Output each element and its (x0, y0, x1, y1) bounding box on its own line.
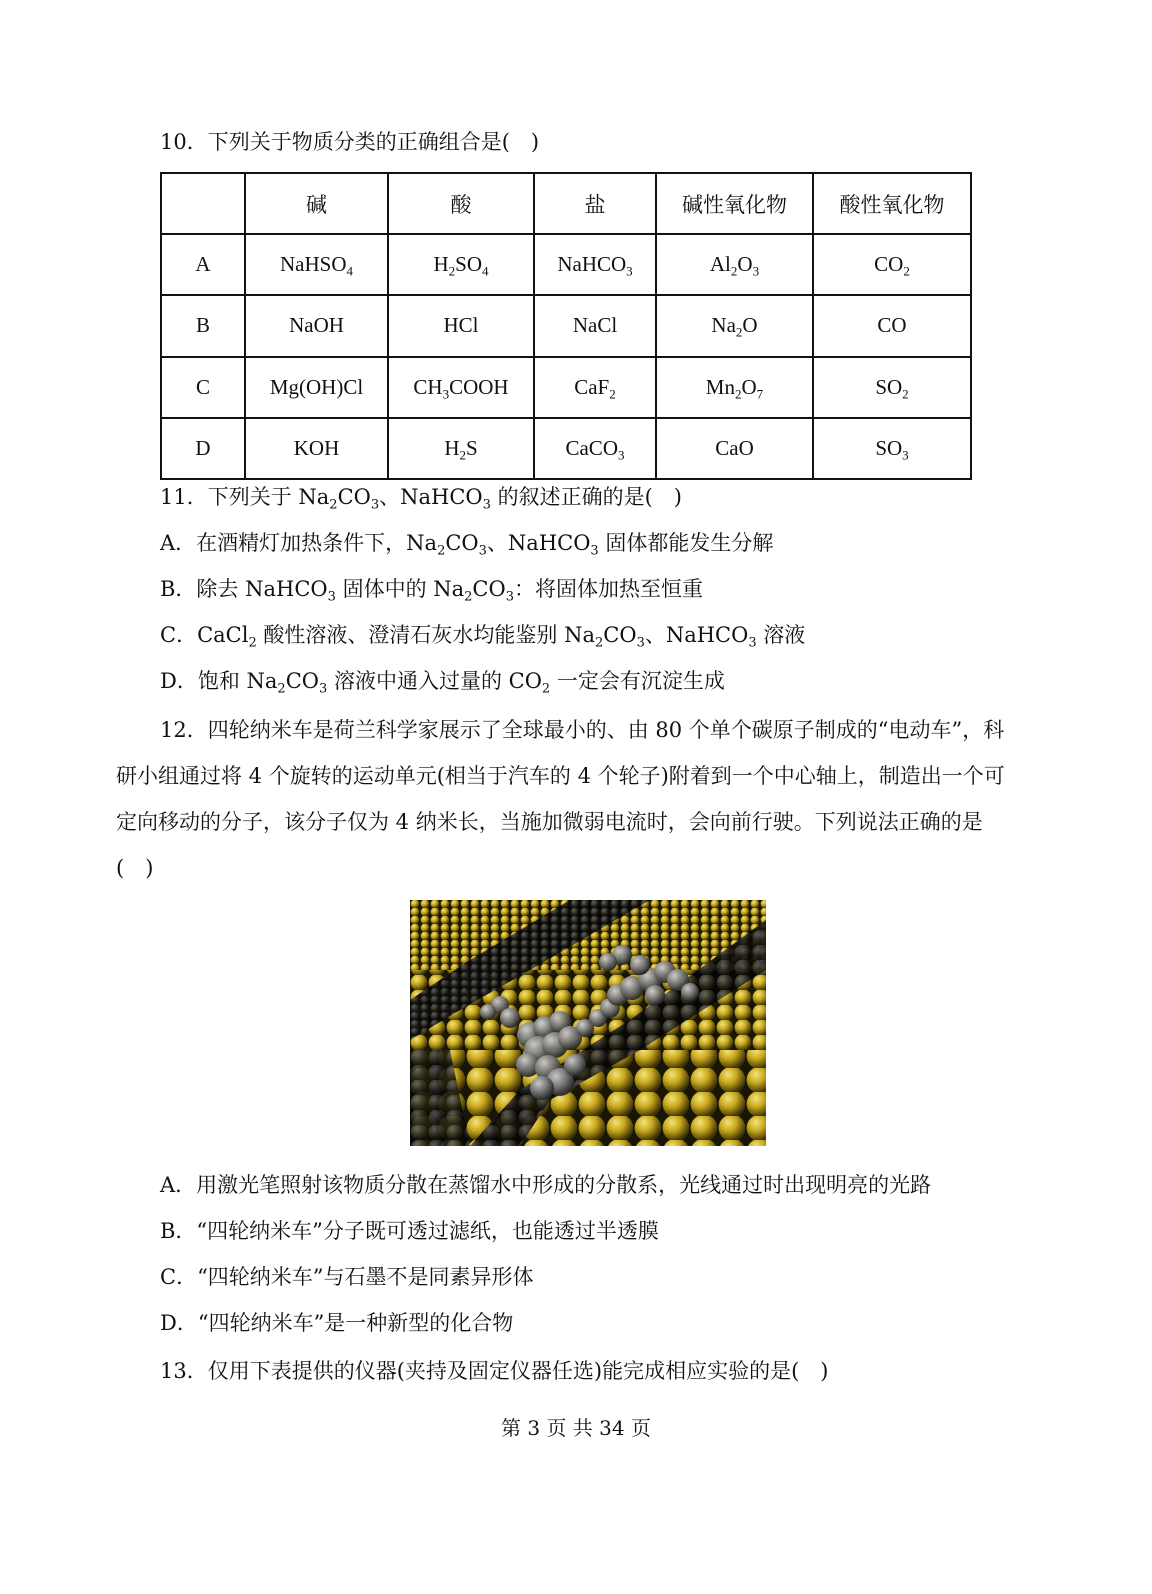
page-footer: 第 3 页 共 34 页 (501, 1416, 651, 1440)
q13-stem: 13．仅用下表提供的仪器(夹持及固定仪器任选)能完成相应实验的是( ) (160, 1359, 829, 1383)
header-cell (161, 173, 245, 234)
table-cell: Mg(OH)Cl (245, 357, 388, 418)
table-cell: CO (813, 295, 971, 356)
q12-option-d: D．“四轮纳米车”是一种新型的化合物 (160, 1311, 514, 1335)
table-cell: $H_2S$ (388, 418, 534, 479)
q12-option-b: B．“四轮纳米车”分子既可透过滤纸，也能透过半透膜 (160, 1219, 659, 1243)
q11-option-c: C．CaCl$_2$ 酸性溶液、澄清石灰水均能鉴别 $Na_2CO_3$、NaHCO$_3$ 溶液 (160, 623, 806, 651)
table-row (161, 418, 971, 479)
q12-option-c: C．“四轮纳米车”与石墨不是同素异形体 (160, 1265, 534, 1289)
classification-table (160, 172, 972, 480)
table-header-row (161, 173, 971, 234)
table-row (161, 357, 971, 418)
row-label: A (161, 234, 245, 295)
table-cell: KOH (245, 418, 388, 479)
table-cell: $H_2SO_4$ (388, 234, 534, 295)
table-row (161, 295, 971, 356)
q11-option-a: A．在酒精灯加热条件下，$Na_2CO_3$、NaHCO$_3$ 固体都能发生分解 (160, 531, 774, 559)
table-cell: NaHSO$_4$ (245, 234, 388, 295)
q12-stem-text: 12．四轮纳米车是荷兰科学家展示了全球最小的、由 80 个单个碳原子制成的“电动车”，科研小组通过将 4 个旋转的运动单元(相当于汽车的 4 个轮子)附着到一个中心轴上，制造出一个可定向移动的分子，该分子仅为 4 纳米长，当施加微弱电流时，会向前行驶。下列说法正确的是( ) (116, 718, 1005, 880)
header-cell: 酸 (388, 173, 534, 234)
table-cell: NaOH (245, 295, 388, 356)
table-cell: CaF$_2$ (534, 357, 656, 418)
table-cell: CaCO$_3$ (534, 418, 656, 479)
nanocar-illustration (410, 900, 766, 1146)
table-row (161, 234, 971, 295)
header-cell: 酸性氧化物 (813, 173, 971, 234)
q12-stem (116, 707, 1016, 891)
table-cell: NaHCO$_3$ (534, 234, 656, 295)
row-label: B (161, 295, 245, 356)
q12-option-a: A．用激光笔照射该物质分散在蒸馏水中形成的分散系，光线通过时出现明亮的光路 (160, 1173, 932, 1197)
header-cell: 碱性氧化物 (656, 173, 813, 234)
table-cell: HCl (388, 295, 534, 356)
table-cell: $Na_2O$ (656, 295, 813, 356)
table-cell: $CH_3COOH$ (388, 357, 534, 418)
table-cell: CaO (656, 418, 813, 479)
q11-option-d: D．饱和 $Na_2CO_3$ 溶液中通入过量的 $CO_2$ 一定会有沉淀生成 (160, 669, 725, 697)
table-cell: $CO_2$ (813, 234, 971, 295)
nanocar-image (410, 900, 766, 1146)
table-cell: $SO_2$ (813, 357, 971, 418)
table-cell: NaCl (534, 295, 656, 356)
header-cell: 碱 (245, 173, 388, 234)
table-cell: $SO_3$ (813, 418, 971, 479)
table-cell: $Al_2O_3$ (656, 234, 813, 295)
q11-stem: 11．下列关于 $Na_2CO_3$、NaHCO$_3$ 的叙述正确的是( ) (160, 485, 682, 513)
table-cell: $Mn_2O_7$ (656, 357, 813, 418)
row-label: C (161, 357, 245, 418)
q11-option-b: B．除去 NaHCO$_3$ 固体中的 $Na_2CO_3$：将固体加热至恒重 (160, 577, 703, 605)
row-label: D (161, 418, 245, 479)
q10-stem: 10．下列关于物质分类的正确组合是( ) (160, 130, 540, 154)
header-cell: 盐 (534, 173, 656, 234)
